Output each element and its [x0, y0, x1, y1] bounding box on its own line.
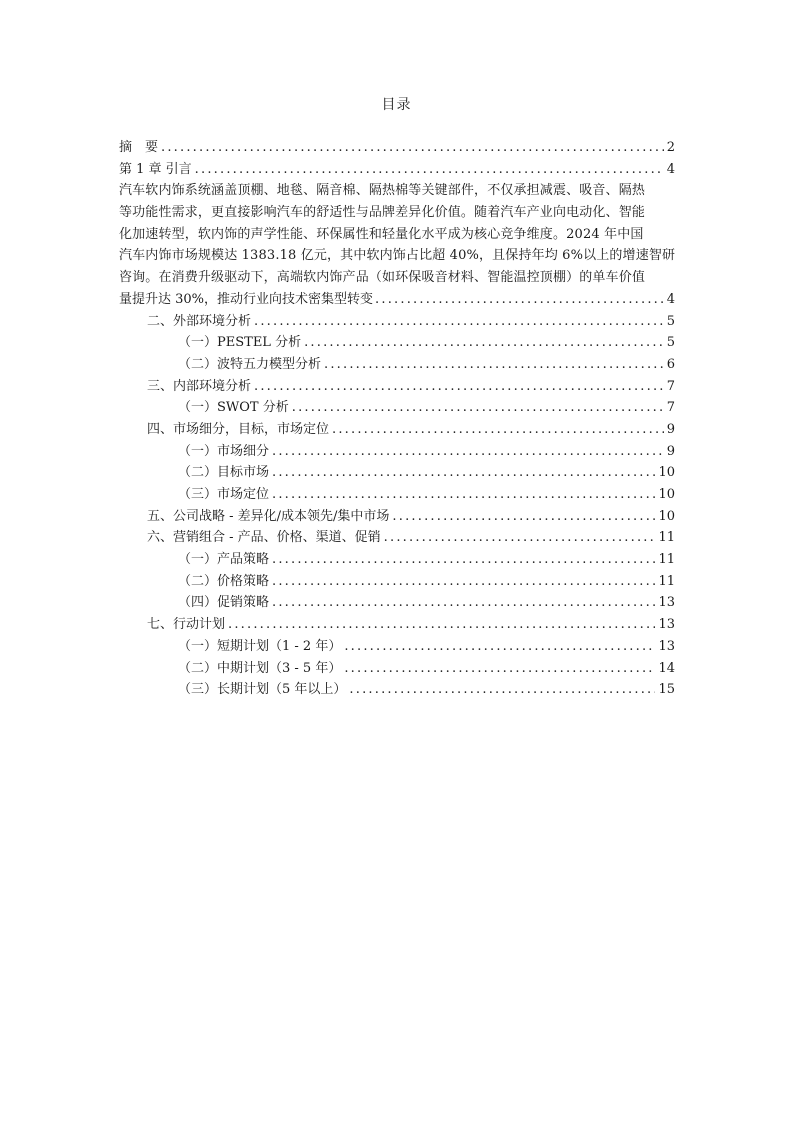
- toc-entry-label: 六、营销组合 - 产品、价格、渠道、促销: [147, 530, 381, 546]
- dot-leader: [292, 397, 664, 419]
- toc-page-number: 5: [666, 313, 675, 329]
- toc-entry-label: 四、市场细分，目标，市场定位: [147, 421, 330, 437]
- dot-leader: [344, 636, 655, 658]
- toc-page-number: 4: [666, 291, 675, 307]
- toc-entry-label: 量提升达 30%，推动行业向技术密集型转变: [119, 291, 374, 307]
- toc-entry-product-strategy[interactable]: [119, 549, 675, 571]
- toc-entry-company-strategy[interactable]: [119, 506, 675, 528]
- toc-entry-internal-analysis[interactable]: [119, 376, 675, 398]
- toc-entry-label: （三）市场定位: [178, 487, 270, 502]
- toc-entry-short-term-plan[interactable]: [119, 636, 675, 658]
- toc-page-number: 13: [658, 617, 675, 633]
- toc-entry-mid-term-plan[interactable]: [119, 658, 675, 680]
- toc-entry-label: （一）SWOT 分析: [178, 400, 289, 416]
- toc-page-number: 11: [658, 573, 675, 589]
- toc-page-number: 9: [666, 421, 675, 437]
- toc-page-number: 10: [658, 465, 675, 481]
- toc-page-number: 7: [666, 378, 675, 394]
- toc-page-number: 10: [658, 487, 675, 502]
- paragraph-line: 汽车软内饰系统涵盖顶棚、地毯、隔音棉、隔热棉等关键部件，不仅承担减震、吸音、隔热: [119, 183, 646, 199]
- toc-entry-external-analysis[interactable]: [119, 311, 675, 333]
- toc-entry-action-plan[interactable]: [119, 614, 675, 636]
- toc-page-number: 6: [666, 356, 675, 372]
- toc-page-number: 7: [666, 400, 675, 416]
- toc-entry-pestel[interactable]: [119, 332, 675, 354]
- toc-entry-label: 第 1 章 引言: [119, 161, 192, 177]
- toc-entry-promotion-strategy[interactable]: [119, 592, 675, 614]
- toc-page-number: 11: [658, 530, 675, 546]
- toc-entry-label: 三、内部环境分析: [147, 378, 252, 394]
- dot-leader: [392, 506, 655, 528]
- toc-page-number: 11: [658, 552, 675, 568]
- dot-leader: [228, 614, 655, 636]
- paragraph-line: 等功能性需求，更直接影响汽车的舒适性与品牌差异化价值。随着汽车产业向电动化、智能: [119, 205, 646, 221]
- table-of-contents: [119, 137, 675, 701]
- toc-entry-chapter-1[interactable]: [119, 159, 675, 181]
- toc-entry-label: （一）短期计划（1 - 2 年）: [178, 638, 342, 654]
- toc-entry-abstract[interactable]: [119, 137, 675, 159]
- toc-entry-paragraph[interactable]: [119, 180, 675, 310]
- dot-leader: [272, 549, 655, 571]
- dot-leader: [272, 484, 655, 506]
- toc-entry-label: （二）目标市场: [178, 465, 270, 481]
- toc-entry-segmentation-targeting-positioning[interactable]: [119, 419, 675, 441]
- toc-entry-price-strategy[interactable]: [119, 571, 675, 593]
- toc-page-number: 5: [666, 335, 675, 351]
- toc-entry-label: （一）PESTEL 分析: [178, 335, 302, 351]
- paragraph-last-line: [119, 289, 675, 311]
- dot-leader: [254, 376, 664, 398]
- dot-leader: [324, 354, 664, 376]
- toc-entry-market-segmentation[interactable]: [119, 441, 675, 463]
- toc-page-number: 13: [658, 595, 675, 611]
- toc-entry-market-positioning[interactable]: [119, 484, 675, 506]
- dot-leader: [272, 462, 655, 484]
- toc-page-number: 15: [658, 682, 675, 698]
- toc-entry-label: （四）促销策略: [178, 595, 270, 611]
- toc-entry-porter-five-forces[interactable]: [119, 354, 675, 376]
- paragraph-line: 咨询。在消费升级驱动下，高端软内饰产品（如环保吸音材料、智能温控顶棚）的单车价值: [119, 270, 646, 286]
- dot-leader: [332, 419, 664, 441]
- dot-leader: [161, 137, 664, 159]
- toc-entry-label: 摘 要: [119, 140, 159, 155]
- toc-entry-label: （二）波特五力模型分析: [178, 356, 322, 372]
- toc-entry-label: 五、公司战略 - 差异化/成本领先/集中市场: [147, 508, 390, 524]
- toc-page-number: 14: [658, 660, 675, 676]
- toc-entry-label: （二）中期计划（3 - 5 年）: [178, 660, 342, 676]
- toc-entry-marketing-mix[interactable]: [119, 527, 675, 549]
- dot-leader: [272, 441, 664, 463]
- toc-entry-target-market[interactable]: [119, 462, 675, 484]
- dot-leader: [195, 159, 664, 181]
- dot-leader: [375, 289, 665, 311]
- toc-entry-label: （二）价格策略: [178, 573, 270, 589]
- paragraph-line: 汽车内饰市场规模达 1383.18 亿元，其中软内饰占比超 40%，且保持年均 6%以上的增速智研: [119, 248, 676, 264]
- paragraph-line: 化加速转型，软内饰的声学性能、环保属性和轻量化水平成为核心竞争维度。2024 年中国: [119, 226, 644, 242]
- dot-leader: [349, 679, 655, 701]
- toc-entry-label: 七、行动计划: [147, 617, 226, 633]
- toc-page-number: 13: [658, 638, 675, 654]
- dot-leader: [304, 332, 664, 354]
- toc-entry-label: （一）产品策略: [178, 552, 270, 568]
- dot-leader: [254, 311, 664, 333]
- toc-page-number: 4: [666, 161, 675, 177]
- dot-leader: [384, 527, 656, 549]
- toc-page-number: 2: [666, 140, 675, 155]
- toc-entry-long-term-plan[interactable]: [119, 679, 675, 701]
- toc-entry-label: 二、外部环境分析: [147, 313, 252, 329]
- dot-leader: [344, 658, 655, 680]
- toc-title: 目录: [381, 97, 412, 113]
- toc-entry-label: （一）市场细分: [178, 443, 270, 459]
- dot-leader: [272, 571, 655, 593]
- toc-page-number: 9: [666, 443, 675, 459]
- toc-entry-swot[interactable]: [119, 397, 675, 419]
- toc-page-number: 10: [658, 508, 675, 524]
- toc-entry-label: （三）长期计划（5 年以上）: [178, 682, 347, 698]
- dot-leader: [272, 592, 655, 614]
